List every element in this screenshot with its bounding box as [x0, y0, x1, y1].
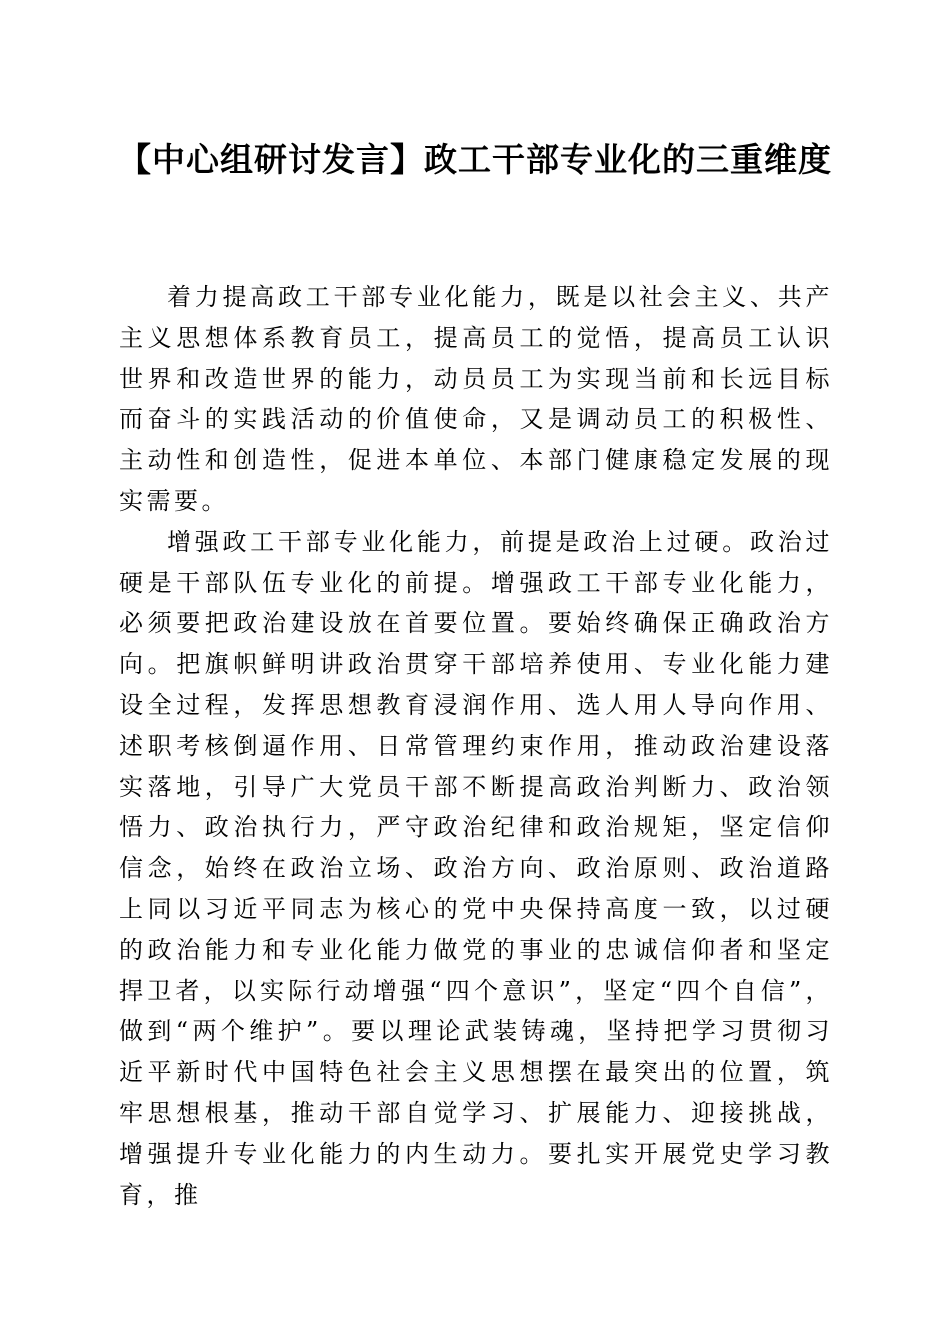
document-title: 【中心组研讨发言】政工干部专业化的三重维度	[118, 140, 832, 179]
document-body	[119, 277, 833, 1215]
paragraph-1: 着力提高政工干部专业化能力，既是以社会主义、共产主义思想体系教育员工，提高员工的觉悟，提高员工认识世界和改造世界的能力，动员员工为实现当前和长远目标而奋斗的实践活动的价值使命，又是调动员工的积极性、主动性和创造性，促进本单位、本部门健康稳定发展的现实需要。	[119, 283, 833, 515]
paragraph-2: 增强政工干部专业化能力，前提是政治上过硬。政治过硬是干部队伍专业化的前提。增强政工干部专业化能力，必须要把政治建设放在首要位置。要始终确保正确政治方向。把旗帜鲜明讲政治贯穿干部培养使用、专业化能力建设全过程，发挥思想教育浸润作用、选人用人导向作用、述职考核倒逼作用、日常管理约束作用，推动政治建设落实落地，引导广大党员干部不断提高政治判断力、政治领悟力、政治执行力，严守政治纪律和政治规矩，坚定信仰信念，始终在政治立场、政治方向、政治原则、政治道路上同以习近平同志为核心的党中央保持高度一致，以过硬的政治能力和专业化能力做党的事业的忠诚信仰者和坚定捍卫者，以实际行动增强“四个意识”，坚定“四个自信”，做到“两个维护”。要以理论武装铸魂，坚持把学习贯彻习近平新时代中国特色社会主义思想摆在最突出的位置，筑牢思想根基，推动干部自觉学习、扩展能力、迎接挑战，增强提升专业化能力的内生动力。要扎实开展党史学习教育，推	[119, 527, 833, 1209]
